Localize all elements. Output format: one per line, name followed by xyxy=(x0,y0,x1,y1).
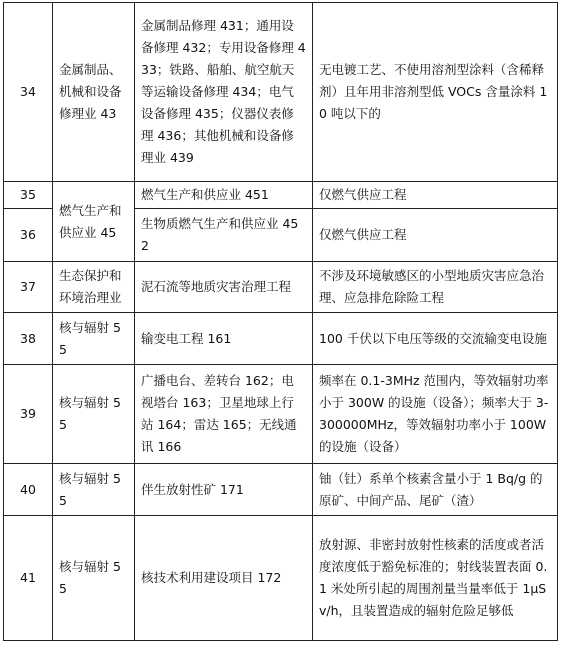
industry-category: 核与辐射 55 xyxy=(53,516,135,641)
scope-condition: 仅燃气供应工程 xyxy=(313,209,558,262)
project-items: 输变电工程 161 xyxy=(135,313,313,365)
project-items: 生物质燃气生产和供应业 452 xyxy=(135,209,313,262)
scope-condition: 仅燃气供应工程 xyxy=(313,182,558,209)
row-number: 35 xyxy=(4,182,53,209)
industry-category: 核与辐射 55 xyxy=(53,365,135,464)
table-row xyxy=(4,182,558,209)
project-items: 燃气生产和供应业 451 xyxy=(135,182,313,209)
row-number: 37 xyxy=(4,262,53,313)
industry-category: 核与辐射 55 xyxy=(53,313,135,365)
industry-category: 燃气生产和供应业 45 xyxy=(53,182,135,262)
table-row xyxy=(4,262,558,313)
table-row xyxy=(4,365,558,464)
scope-condition: 不涉及环境敏感区的小型地质灾害应急治理、应急排危除险工程 xyxy=(313,262,558,313)
row-number: 41 xyxy=(4,516,53,641)
project-items: 核技术利用建设项目 172 xyxy=(135,516,313,641)
row-number: 38 xyxy=(4,313,53,365)
table-row xyxy=(4,3,558,182)
table-row xyxy=(4,516,558,641)
industry-category: 金属制品、机械和设备修理业 43 xyxy=(53,3,135,182)
row-number: 36 xyxy=(4,209,53,262)
row-number: 34 xyxy=(4,3,53,182)
project-items: 金属制品修理 431；通用设备修理 432；专用设备修理 433；铁路、船舶、航空航天等运输设备修理 434；电气设备修理 435；仪器仪表修理 436；其他机械和设备修理业 439 xyxy=(135,3,313,182)
row-number: 40 xyxy=(4,464,53,516)
project-items: 伴生放射性矿 171 xyxy=(135,464,313,516)
scope-condition: 100 千伏以下电压等级的交流输变电设施 xyxy=(313,313,558,365)
project-items: 泥石流等地质灾害治理工程 xyxy=(135,262,313,313)
row-number: 39 xyxy=(4,365,53,464)
project-items: 广播电台、差转台 162；电视塔台 163；卫星地球上行站 164；雷达 165；无线通讯 166 xyxy=(135,365,313,464)
table-row xyxy=(4,464,558,516)
classification-table xyxy=(3,2,558,641)
industry-category: 生态保护和环境治理业 xyxy=(53,262,135,313)
scope-condition: 无电镀工艺、不使用溶剂型涂料（含稀释剂）且年用非溶剂型低 VOCs 含量涂料 10 吨以下的 xyxy=(313,3,558,182)
industry-category: 核与辐射 55 xyxy=(53,464,135,516)
scope-condition: 放射源、非密封放射性核素的活度或者活度浓度低于豁免标准的；射线装置表面 0.1 米处所引起的周围剂量当量率低于 1μSv/h，且装置造成的辐射危险足够低 xyxy=(313,516,558,641)
table-row xyxy=(4,313,558,365)
scope-condition: 铀（钍）系单个核素含量小于 1 Bq/g 的原矿、中间产品、尾矿（渣） xyxy=(313,464,558,516)
scope-condition: 频率在 0.1-3MHz 范围内，等效辐射功率小于 300W 的设施（设备）；频率大于 3-300000MHz，等效辐射功率小于 100W 的设施（设备） xyxy=(313,365,558,464)
